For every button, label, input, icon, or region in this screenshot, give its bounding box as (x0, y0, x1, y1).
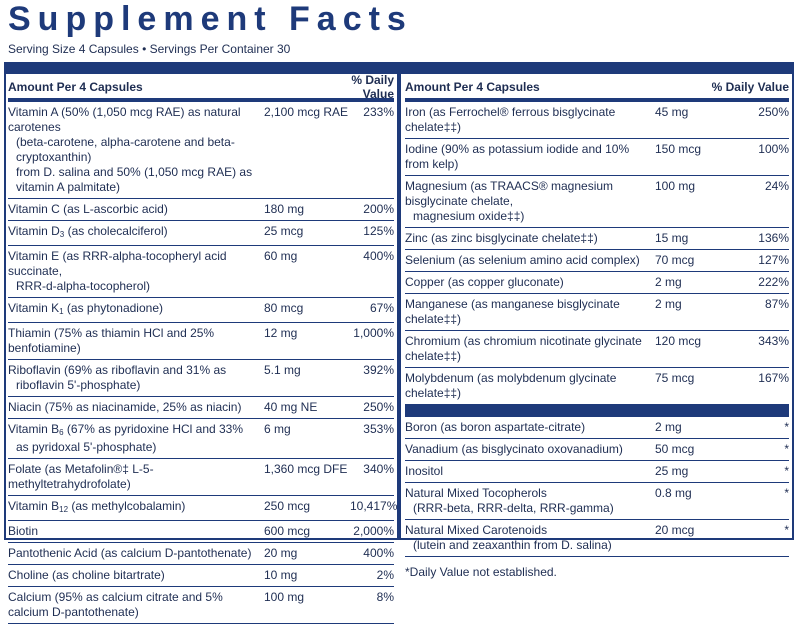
nutrient-name (405, 486, 655, 516)
nutrient-name-suffix: (as methylcobalamin) (68, 499, 186, 513)
nutrient-row (405, 439, 789, 461)
nutrient-daily-value: * (784, 442, 789, 456)
nutrient-name-text: Riboflavin (69% as riboflavin and 31% as (8, 363, 227, 377)
nutrient-row (8, 102, 394, 199)
left-header-dv: % Daily Value (351, 73, 394, 101)
nutrient-name (405, 371, 655, 401)
nutrient-name-text: Thiamin (75% as thiamin HCl and 25% benfotiamine) (8, 326, 215, 355)
nutrient-amount: 50 mcg (655, 442, 695, 456)
nutrient-daily-value: 250% (758, 105, 789, 119)
right-rows-other (405, 417, 789, 557)
nutrient-subscript: 3 (59, 230, 65, 239)
nutrient-amount: 45 mg (655, 105, 689, 119)
right-column (405, 76, 789, 579)
nutrient-amount: 1,360 mcg DFE (264, 462, 348, 476)
nutrient-subscript: 1 (59, 307, 64, 316)
nutrient-row (405, 228, 789, 250)
nutrient-name-text: Vitamin C (as L-ascorbic acid) (8, 202, 168, 216)
nutrient-daily-value: 125% (363, 224, 394, 238)
nutrient-amount: 40 mg NE (264, 400, 318, 414)
nutrient-name (8, 590, 264, 620)
nutrient-amount: 6 mg (264, 422, 291, 436)
nutrient-name-text: Iodine (90% as potassium iodide and 10% from kelp) (405, 142, 630, 171)
nutrient-name (405, 179, 655, 224)
nutrient-name-text: Natural Mixed Carotenoids (405, 523, 548, 537)
nutrient-amount: 5.1 mg (264, 363, 301, 377)
nutrient-source-line: from D. salina and 50% (1,050 mcg RAE) as vitamin A palmitate) (16, 165, 253, 194)
nutrient-amount: 0.8 mg (655, 486, 692, 500)
nutrient-name (8, 202, 264, 217)
nutrient-amount: 100 mg (655, 179, 696, 193)
nutrient-name (405, 142, 655, 172)
nutrient-amount: 100 mg (264, 590, 305, 604)
nutrient-daily-value: 400% (363, 546, 394, 560)
nutrient-name-text: Inositol (405, 464, 444, 478)
nutrient-name (405, 253, 655, 268)
nutrient-amount: 20 mcg (655, 523, 695, 537)
nutrient-name-text: Copper (as copper gluconate) (405, 275, 564, 289)
nutrient-name-text: Calcium (95% as calcium citrate and 5% calcium D-pantothenate) (8, 590, 223, 619)
nutrient-name-text: Vitamin D (8, 224, 60, 238)
nutrient-name (405, 275, 655, 290)
nutrient-name-text: Choline (as choline bitartrate) (8, 568, 165, 582)
nutrient-amount: 180 mg (264, 202, 305, 216)
nutrient-name-text: Manganese (as manganese bisglycinate chelate‡‡) (405, 297, 620, 326)
footnote: *Daily Value not established. (405, 565, 557, 579)
nutrient-name (8, 524, 264, 539)
serving-info: Serving Size 4 Capsules • Servings Per Container 30 (8, 42, 291, 56)
nutrient-row (8, 246, 394, 298)
nutrient-name-text: Vitamin B (8, 422, 60, 436)
nutrient-name-text: Molybdenum (as molybdenum glycinate chelate‡‡) (405, 371, 617, 400)
nutrient-row (8, 587, 394, 624)
nutrient-amount: 2 mg (655, 297, 682, 311)
nutrient-name (8, 301, 264, 319)
nutrient-name (8, 546, 264, 561)
nutrient-name (405, 231, 655, 246)
nutrient-daily-value: 250% (363, 400, 394, 414)
right-header-amount: Amount Per 4 Capsules (405, 80, 540, 94)
nutrient-daily-value: 67% (369, 301, 394, 315)
nutrient-daily-value: 100% (758, 142, 789, 156)
nutrient-amount: 20 mg (264, 546, 298, 560)
nutrient-daily-value: 87% (764, 297, 789, 311)
section-bar (405, 405, 789, 417)
nutrient-amount: 150 mcg (655, 142, 702, 156)
nutrient-amount: 2 mg (655, 275, 682, 289)
nutrient-daily-value: * (784, 464, 789, 478)
right-header (405, 76, 789, 102)
nutrient-amount: 120 mcg (655, 334, 702, 348)
nutrient-name-text: Boron (as boron aspartate-citrate) (405, 420, 586, 434)
nutrient-row (8, 419, 394, 459)
nutrient-row (405, 417, 789, 439)
nutrient-daily-value: * (784, 420, 789, 434)
nutrient-source-line: riboflavin 5'-phosphate) (16, 378, 141, 392)
nutrient-amount: 70 mcg (655, 253, 695, 267)
nutrient-row (8, 397, 394, 419)
left-rows (8, 102, 398, 624)
nutrient-name-suffix: (67% as pyridoxine HCl and 33% (63, 422, 244, 436)
nutrient-row (405, 102, 789, 139)
nutrient-amount: 10 mg (264, 568, 298, 582)
nutrient-name (8, 326, 264, 356)
nutrient-name (405, 297, 655, 327)
nutrient-name-text: Vitamin A (50% (1,050 mcg RAE) as natural carotenes (8, 105, 241, 134)
nutrient-amount: 25 mcg (264, 224, 304, 238)
nutrient-source-line: RRR-d-alpha-tocopherol) (16, 279, 151, 293)
nutrient-name (405, 105, 655, 135)
nutrient-row (405, 250, 789, 272)
nutrient-name (405, 523, 655, 553)
right-header-dv: % Daily Value (711, 80, 789, 94)
left-header (8, 73, 394, 102)
nutrient-name-text: Vitamin E (as RRR-alpha-tocopheryl acid succinate, (8, 249, 227, 278)
nutrient-amount: 250 mcg (264, 499, 311, 513)
nutrient-row (8, 521, 394, 543)
nutrient-name-text: Biotin (8, 524, 39, 538)
nutrient-daily-value: 200% (363, 202, 394, 216)
nutrient-name (8, 105, 264, 195)
nutrient-row (8, 459, 394, 496)
nutrient-amount: 2 mg (655, 420, 682, 434)
nutrient-daily-value: 2% (376, 568, 394, 582)
left-header-amount: Amount Per 4 Capsules (8, 80, 143, 94)
nutrient-name (405, 334, 655, 364)
nutrient-daily-value: 343% (758, 334, 789, 348)
nutrient-daily-value: 167% (758, 371, 789, 385)
nutrient-name-text: Pantothenic Acid (as calcium D-pantothenate) (8, 546, 252, 560)
nutrient-daily-value: * (784, 523, 789, 537)
nutrient-name-text: Folate (as Metafolin®‡ L-5-methyltetrahydrofolate) (8, 462, 154, 491)
nutrient-daily-value: 222% (758, 275, 789, 289)
nutrient-source-line: as pyridoxal 5'-phosphate) (16, 440, 157, 454)
nutrient-daily-value: 400% (363, 249, 394, 263)
nutrient-name-text: Magnesium (as TRAACS® magnesium bisglycinate chelate, (405, 179, 614, 208)
nutrient-daily-value: 392% (363, 363, 394, 377)
nutrient-name-text: Vitamin K (8, 301, 60, 315)
nutrient-amount: 15 mg (655, 231, 689, 245)
nutrient-name (8, 462, 264, 492)
supplement-facts-title: Supplement Facts (8, 0, 413, 38)
nutrient-row (405, 272, 789, 294)
nutrient-source-line: (lutein and zeaxanthin from D. salina) (413, 538, 612, 552)
nutrient-amount: 2,100 mcg RAE (264, 105, 349, 119)
nutrient-subscript: 6 (59, 428, 64, 437)
nutrient-source-line: (beta-carotene, alpha-carotene and beta-cryptoxanthin) (16, 135, 235, 164)
nutrient-row (8, 298, 394, 323)
nutrient-row (405, 294, 789, 331)
nutrient-name (405, 420, 655, 435)
nutrient-row (405, 139, 789, 176)
nutrient-name-text: Vitamin B (8, 499, 60, 513)
nutrient-name-suffix: (as phytonadione) (63, 301, 163, 315)
nutrient-name (8, 224, 264, 242)
nutrient-daily-value: 1,000% (353, 326, 394, 340)
nutrient-name (405, 464, 655, 479)
right-rows (405, 102, 789, 405)
top-bar (4, 62, 794, 74)
nutrient-row (405, 483, 789, 520)
nutrient-name (8, 400, 264, 415)
nutrient-name-text: Selenium (as selenium amino acid complex) (405, 253, 640, 267)
nutrient-daily-value: 8% (376, 590, 394, 604)
nutrient-name-text: Natural Mixed Tocopherols (405, 486, 547, 500)
nutrient-row (405, 461, 789, 483)
nutrient-name (405, 442, 655, 457)
nutrient-name-text: Chromium (as chromium nicotinate glycinate chelate‡‡) (405, 334, 642, 363)
nutrient-subscript: 12 (59, 505, 69, 514)
nutrient-name (8, 499, 264, 517)
nutrient-amount: 80 mcg (264, 301, 304, 315)
nutrient-amount: 25 mg (655, 464, 689, 478)
nutrient-amount: 12 mg (264, 326, 298, 340)
nutrient-daily-value: * (784, 486, 789, 500)
nutrient-source-line: magnesium oxide‡‡) (413, 209, 525, 223)
nutrient-name (8, 568, 264, 583)
nutrient-row (8, 360, 394, 397)
nutrient-amount: 600 mcg (264, 524, 311, 538)
nutrient-daily-value: 24% (764, 179, 789, 193)
nutrient-name-suffix: (as cholecalciferol) (64, 224, 168, 238)
nutrient-daily-value: 127% (758, 253, 789, 267)
nutrient-daily-value: 353% (363, 422, 394, 436)
nutrient-name (8, 422, 264, 455)
nutrient-row (8, 565, 394, 587)
nutrient-name-text: Niacin (75% as niacinamide, 25% as niacin) (8, 400, 242, 414)
nutrient-row (8, 199, 394, 221)
nutrient-daily-value: 10,417% (350, 499, 398, 513)
nutrient-name (8, 363, 264, 393)
nutrient-daily-value: 233% (363, 105, 394, 119)
nutrient-name-text: Iron (as Ferrochel® ferrous bisglycinate chelate‡‡) (405, 105, 616, 134)
nutrient-daily-value: 136% (758, 231, 789, 245)
column-divider (397, 74, 401, 540)
nutrient-name-text: Vanadium (as bisglycinato oxovanadium) (405, 442, 623, 456)
nutrient-amount: 75 mcg (655, 371, 695, 385)
nutrient-row (8, 496, 398, 521)
nutrient-row (8, 543, 394, 565)
nutrient-source-line: (RRR-beta, RRR-delta, RRR-gamma) (413, 501, 614, 515)
nutrient-row (8, 323, 394, 360)
nutrient-row (405, 520, 789, 557)
nutrient-name (8, 249, 264, 294)
nutrient-name-text: Zinc (as zinc bisglycinate chelate‡‡) (405, 231, 598, 245)
nutrient-row (405, 368, 789, 405)
nutrient-row (8, 221, 394, 246)
nutrient-daily-value: 2,000% (353, 524, 394, 538)
nutrient-daily-value: 340% (363, 462, 394, 476)
nutrient-row (405, 331, 789, 368)
nutrient-row (405, 176, 789, 228)
nutrient-amount: 60 mg (264, 249, 298, 263)
